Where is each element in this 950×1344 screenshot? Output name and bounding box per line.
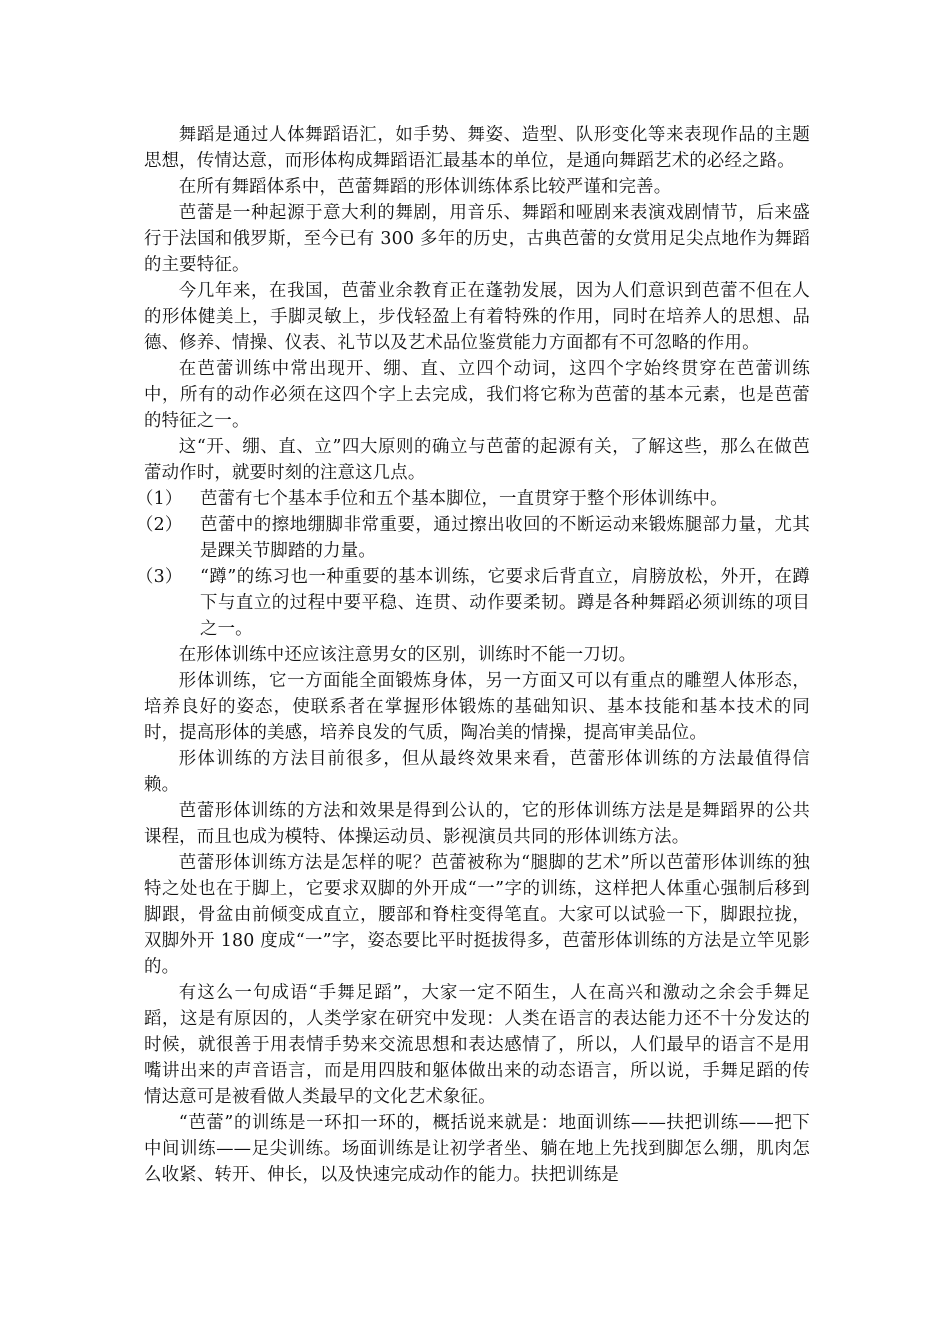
paragraph: “芭蕾”的训练是一环扣一环的，概括说来就是：地面训练——扶把训练——把下中间训练——足尖训练。场面训练是让初学者坐、躺在地上先找到脚怎么绷，肌肉怎么收紧、转开、伸长，以及快速完成动作的能力。扶把训练是 — [144, 1113, 810, 1185]
list-number: （1） — [136, 489, 183, 509]
paragraph: 在所有舞蹈体系中，芭蕾舞蹈的形体训练体系比较严谨和完善。 — [178, 177, 672, 197]
paragraph: 在形体训练中还应该注意男女的区别，训练时不能一刀切。 — [178, 645, 637, 665]
list-number: （2） — [136, 515, 183, 535]
paragraph: 形体训练的方法目前很多，但从最终效果来看，芭蕾形体训练的方法最值得信赖。 — [144, 749, 810, 795]
list-number: （3） — [136, 567, 183, 587]
paragraph: 今几年来，在我国，芭蕾业余教育正在蓬勃发展，因为人们意识到芭蕾不但在人的形体健美上，手脚灵敏上，步伐轻盈上有着特殊的作用，同时在培养人的思想、品德、修养、情操、仪表、礼节以及艺术品位鉴赏能力方面都有不可忽略的作用。 — [144, 281, 810, 353]
numbered-list-item — [136, 564, 810, 642]
paragraph: 在芭蕾训练中常出现开、绷、直、立四个动词，这四个字始终贯穿在芭蕾训练中，所有的动作必须在这四个字上去完成，我们将它称为芭蕾的基本元素，也是芭蕾的特征之一。 — [144, 359, 810, 431]
paragraph: 芭蕾是一种起源于意大利的舞剧，用音乐、舞蹈和哑剧来表演戏剧情节，后来盛行于法国和俄罗斯，至今已有 300 多年的历史，古典芭蕾的女赏用足尖点地作为舞蹈的主要特征。 — [144, 203, 810, 275]
paragraph: 芭蕾形体训练方法是怎样的呢？芭蕾被称为“腿脚的艺术”所以芭蕾形体训练的独特之处也在于脚上，它要求双脚的外开成“一”字的训练，这样把人体重心强制后移到脚跟，骨盆由前倾变成直立，腰部和脊柱变得笔直。大家可以试验一下，脚跟拉拢，双脚外开 180 度成“一”字，姿态要比平时挺拔得多，芭蕾形体训练的方法是立竿见影的。 — [144, 853, 810, 977]
paragraph: 形体训练，它一方面能全面锻炼身体，另一方面又可以有重点的雕塑人体形态，培养良好的姿态，使联系者在掌握形体锻炼的基础知识、基本技能和基本技术的同时，提高形体的美感，培养良发的气质，陶冶美的情操，提高审美品位。 — [144, 671, 810, 743]
numbered-list-item — [136, 486, 810, 512]
paragraph: 有这么一句成语“手舞足蹈”，大家一定不陌生，人在高兴和激动之余会手舞足蹈，这是有原因的，人类学家在研究中发现：人类在语言的表达能力还不十分发达的时候，就很善于用表情手势来交流思想和表达感情了，所以，人们最早的语言不是用嘴讲出来的声音语言，而是用四肢和躯体做出来的动态语言，所以说，手舞足蹈的传情达意可是被看做人类最早的文化艺术象征。 — [144, 983, 810, 1107]
document-body — [136, 122, 810, 1188]
paragraph: 芭蕾形体训练的方法和效果是得到公认的，它的形体训练方法是是舞蹈界的公共课程，而且也成为模特、体操运动员、影视演员共同的形体训练方法。 — [144, 801, 810, 847]
numbered-list-item — [136, 512, 810, 564]
list-item-text: 芭蕾中的擦地绷脚非常重要，通过擦出收回的不断运动来锻炼腿部力量，尤其是踝关节脚踏的力量。 — [200, 515, 810, 561]
paragraph: 这“开、绷、直、立”四大原则的确立与芭蕾的起源有关，了解这些，那么在做芭蕾动作时，就要时刻的注意这几点。 — [144, 437, 810, 483]
list-item-text: “蹲”的练习也一种重要的基本训练，它要求后背直立，肩膀放松，外开，在蹲下与直立的过程中要平稳、连贯、动作要柔韧。蹲是各种舞蹈必须训练的项目之一。 — [200, 567, 810, 639]
paragraph: 舞蹈是通过人体舞蹈语汇，如手势、舞姿、造型、队形变化等来表现作品的主题思想，传情达意，而形体构成舞蹈语汇最基本的单位，是通向舞蹈艺术的必经之路。 — [144, 125, 810, 171]
list-item-text: 芭蕾有七个基本手位和五个基本脚位，一直贯穿于整个形体训练中。 — [200, 489, 728, 509]
